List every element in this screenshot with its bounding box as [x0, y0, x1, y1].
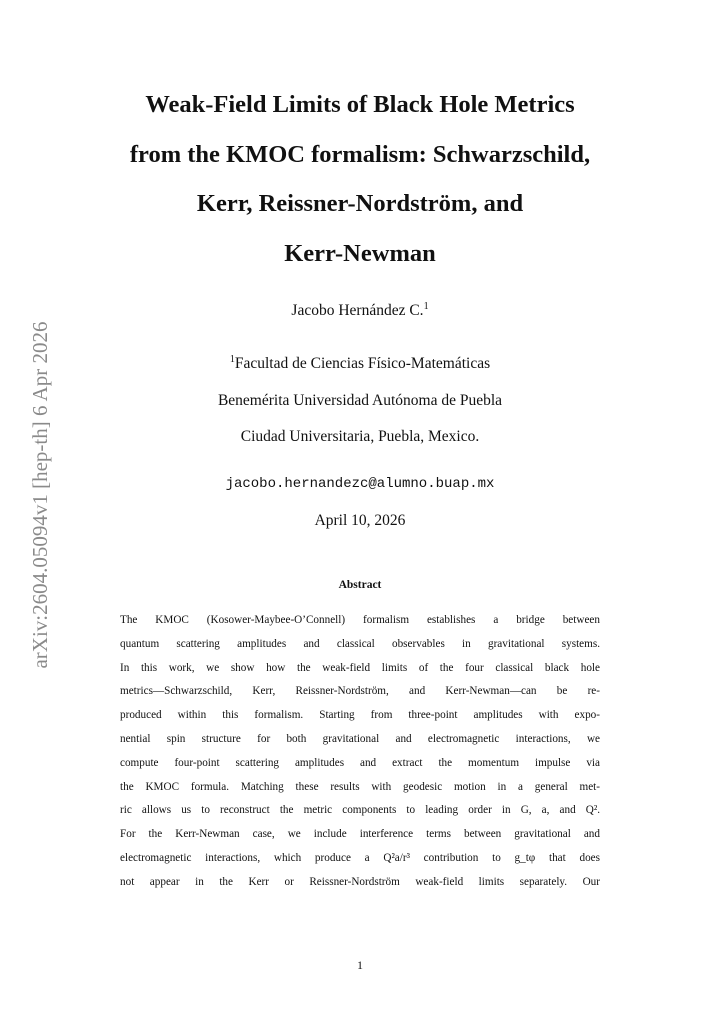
affiliation-text: Facultad de Ciencias Físico-Matemáticas — [234, 355, 491, 372]
abstract-line: For the Kerr-Newman case, we include interference terms between gravitational and — [120, 828, 600, 841]
affiliation-mark: 1 — [229, 353, 235, 365]
title-line: Kerr, Reissner-Nordström, and — [196, 190, 524, 217]
abstract-body — [120, 609, 600, 895]
abstract-line: compute four-point scattering amplitudes and extract the momentum impulse via — [120, 756, 600, 769]
abstract-line: ric allows us to reconstruct the metric components to leading order in G, a, and Q². — [120, 804, 600, 817]
affiliation-line: Ciudad Universitaria, Puebla, Mexico. — [240, 428, 480, 445]
author-email: jacobo.hernandezc@alumno.buap.mx — [225, 476, 495, 492]
abstract-line: produced within this formalism. Starting from three-point amplitudes with expo- — [120, 709, 600, 722]
arxiv-identifier: arXiv:2604.05094v1 [hep-th] 6 Apr 2026 — [28, 321, 52, 669]
abstract-line: The KMOC (Kosower-Maybee-O’Connell) formalism establishes a bridge between — [120, 614, 600, 626]
title-line: Kerr-Newman — [284, 239, 436, 267]
title-line: from the KMOC formalism: Schwarzschild, — [129, 140, 591, 168]
author-name: Jacobo Hernández C. — [291, 302, 424, 319]
title-line: Weak-Field Limits of Black Hole Metrics — [145, 91, 575, 118]
abstract-heading: Abstract — [338, 579, 382, 591]
abstract-line: quantum scattering amplitudes and classical observables in gravitational systems. — [120, 637, 600, 650]
affiliation-line — [80, 354, 640, 374]
affiliation-line: Benemérita Universidad Autónoma de Puebla — [217, 392, 503, 409]
author-affiliation-mark: 1 — [423, 300, 429, 312]
paper-title — [80, 80, 640, 278]
paper-date: April 10, 2026 — [314, 512, 406, 529]
abstract-line: electromagnetic interactions, which produce a Q²a/r³ contribution to g_tφ that does — [120, 851, 600, 864]
abstract-line: the KMOC formula. Matching these results with geodesic motion in a general met- — [120, 780, 600, 793]
page-number: 1 — [357, 958, 363, 972]
abstract-line: metrics—Schwarzschild, Kerr, Reissner-Nordström, and Kerr-Newman—can be re- — [120, 685, 600, 698]
abstract-line: nential spin structure for both gravitational and electromagnetic interactions, we — [120, 732, 600, 745]
abstract-line: not appear in the Kerr or Reissner-Nordström weak-field limits separately. Our — [120, 875, 600, 888]
abstract-line: In this work, we show how the weak-field limits of the four classical black hole — [120, 661, 600, 674]
author-line — [80, 301, 640, 321]
